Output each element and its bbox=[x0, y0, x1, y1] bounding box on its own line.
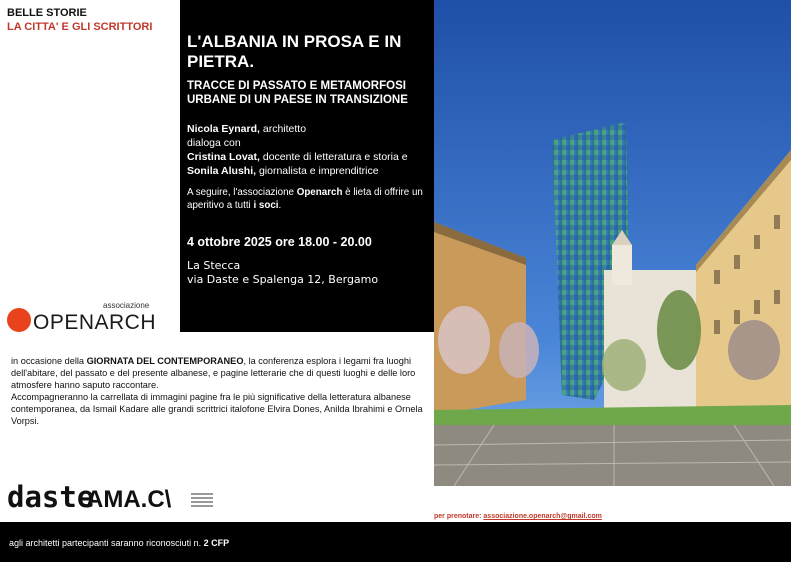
event-venue bbox=[187, 259, 378, 287]
event-description bbox=[11, 355, 427, 427]
booking-info bbox=[434, 513, 602, 520]
footer-bar bbox=[0, 522, 791, 562]
logo-name: OPENARCH bbox=[33, 311, 157, 334]
speaker-role: docente di letteratura e storia e bbox=[259, 151, 408, 163]
description-paragraph: Accompagneranno la carrellata di immagini pagine fra le più significative della letteratura albanese contemporanea, da Ismail Kadare alle grandi scrittrici italofone Elvira Dones, Anilda Ibrahimi e Ornela Vorpsi. bbox=[11, 392, 423, 426]
speakers-block bbox=[187, 122, 433, 178]
speaker-name: Cristina Lovat, bbox=[187, 151, 260, 163]
event-date: 4 ottobre 2025 ore 18.00 - 20.00 bbox=[187, 235, 372, 249]
series-label: BELLE STORIE bbox=[7, 7, 87, 19]
amac-logo-caption-lines bbox=[191, 493, 213, 509]
speaker-role: giornalista e imprenditrice bbox=[256, 165, 379, 177]
logo-dot-icon bbox=[7, 308, 31, 332]
tirana-photo bbox=[434, 0, 791, 486]
title-panel bbox=[180, 0, 435, 332]
speaker-name: Sonila Alushi, bbox=[187, 165, 257, 177]
booking-email-link[interactable]: associazione.openarch@gmail.com bbox=[483, 513, 602, 520]
speaker-name: Nicola Eynard, bbox=[187, 123, 260, 135]
cfp-note: agli architetti partecipanti saranno riconosciuti n. 2 CFP bbox=[9, 538, 230, 548]
booking-label: per prenotare: bbox=[434, 513, 484, 520]
venue-address: via Daste e Spalenga 12, Bergamo bbox=[187, 273, 379, 286]
venue-name: La Stecca bbox=[187, 259, 241, 272]
event-subtitle: TRACCE DI PASSATO E METAMORFOSI URBANE DI UN PAESE IN TRANSIZIONE bbox=[187, 80, 408, 106]
amac-logo: AMA.C\ bbox=[86, 486, 172, 513]
aperitivo-note: A seguire, l'associazione Openarch è lieta di offrire un aperitivo a tutti i soci. bbox=[187, 187, 423, 211]
logo-association-text: associazione bbox=[103, 301, 150, 310]
description-paragraph: in occasione della GIORNATA DEL CONTEMPORANEO, la conferenza esplora i legami fra luoghi dell'abitare, del passato e del presente albanese, e pagine letterarie che di questi luoghi e delle loro atmosfere hanno saputo raccontare. bbox=[11, 356, 416, 390]
event-title: L'ALBANIA IN PROSA E IN PIETRA. bbox=[187, 32, 402, 71]
daste-logo: daste bbox=[7, 480, 95, 514]
speaker-role: architetto bbox=[259, 123, 307, 135]
dialoga-text: dialoga con bbox=[187, 137, 241, 149]
subseries-label: LA CITTA' E GLI SCRITTORI bbox=[7, 21, 153, 33]
openarch-logo bbox=[7, 301, 177, 334]
